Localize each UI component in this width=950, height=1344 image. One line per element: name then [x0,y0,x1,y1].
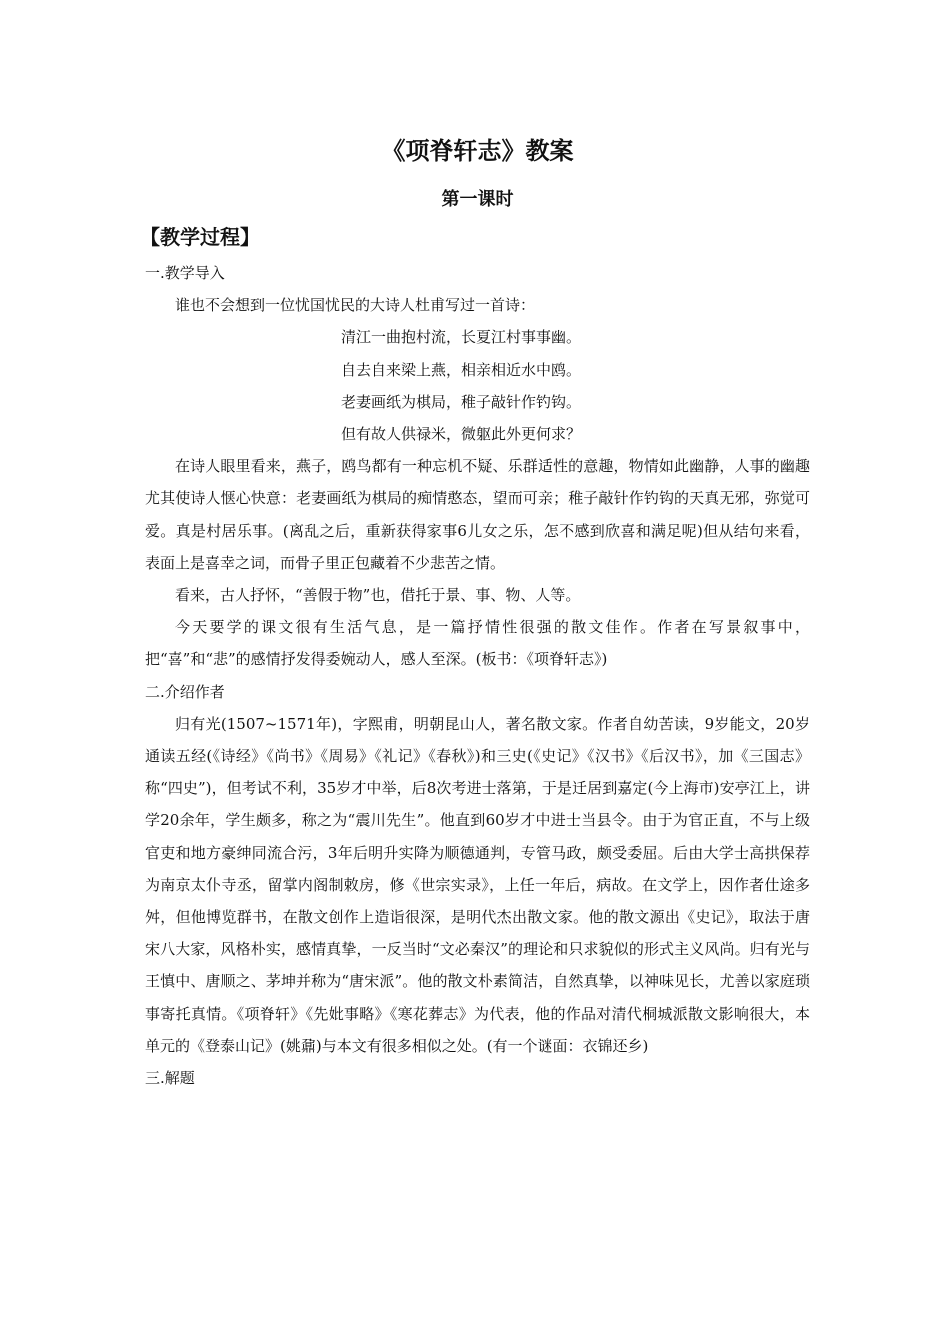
document-body [145,257,810,1094]
poem-line: 自去自来梁上燕，相亲相近水中鸥。 [341,360,582,379]
part1-intro: 谁也不会想到一位忧国忧民的大诗人杜甫写过一首诗： [175,296,536,315]
poem-line: 清江一曲抱村流，长夏江村事事幽。 [341,328,582,347]
poem-line: 但有故人供禄米，微躯此外更何求？ [341,425,582,444]
part1-paragraph: 看来，古人抒怀，“善假于物”也，借托于景、事、物、人等。 [175,586,581,605]
poem-line: 老妻画纸为棋局，稚子敲针作钓钩。 [341,392,582,411]
part2-heading: 二.介绍作者 [145,682,225,701]
lesson-title: 第一课时 [441,189,514,210]
part2-paragraph: 归有光(1507~1571年)，字熙甫，明朝昆山人，著名散文家。作者自幼苦读，9岁能文，20岁通读五经(《诗经》《尚书》《周易》《礼记》《春秋》)和三史(《史记》《汉书》《后汉书》，加《三国志》称“四史”)，但考试不利，35岁才中举，后8次考进士落第，于是迁居到嘉定(今上海市)安亭江上，讲学20余年，学生颇多，称之为“震川先生”。他直到60岁才中进士当县令。由于为官正直，不与上级官吏和地方豪绅同流合污，3年后明升实降为顺德通判，专管马政，颇受委屈。后由大学士高拱保荐为南京太仆寺丞，留掌内阁制敕房，修《世宗实录》，上任一年后，病故。在文学上，因作者仕途多舛，但他博览群书，在散文创作上造诣很深，是明代杰出散文家。他的散文源出《史记》，取法于唐宋八大家，风格朴实，感情真挚，一反当时“文必秦汉”的理论和只求貌似的形式主义风尚。归有光与王慎中、唐顺之、茅坤并称为“唐宋派”。他的散文朴素简洁，自然真挚，以神味见长，尤善以家庭琐事寄托真情。《项脊轩》《先妣事略》《寒花葬志》为代表，他的作品对清代桐城派散文影响很大，本单元的《登泰山记》(姚鼐)与本文有很多相似之处。(有一个谜面：衣锦还乡) [145,714,810,1055]
part3-heading: 三.解题 [145,1069,195,1088]
section-heading: 【教学过程】 [140,225,260,249]
part1-heading: 一.教学导入 [145,264,225,282]
part1-paragraph: 在诗人眼里看来，燕子，鸥鸟都有一种忘机不疑、乐群适性的意趣，物情如此幽静，人事的幽趣尤其使诗人惬心快意：老妻画纸为棋局的痴情憨态，望而可亲；稚子敲针作钓钩的天真无邪，弥觉可爱。真是村居乐事。(离乱之后，重新获得家事6儿女之乐，怎不感到欣喜和满足呢)但从结句来看，表面上是喜幸之词，而骨子里正包藏着不少悲苦之情。 [145,457,810,572]
document-title: 《项脊轩志》教案 [381,136,574,165]
part1-paragraph: 今天要学的课文很有生活气息，是一篇抒情性很强的散文佳作。作者在写景叙事中，把“喜”和“悲”的感情抒发得委婉动人，感人至深。(板书：《项脊轩志》) [145,618,810,669]
